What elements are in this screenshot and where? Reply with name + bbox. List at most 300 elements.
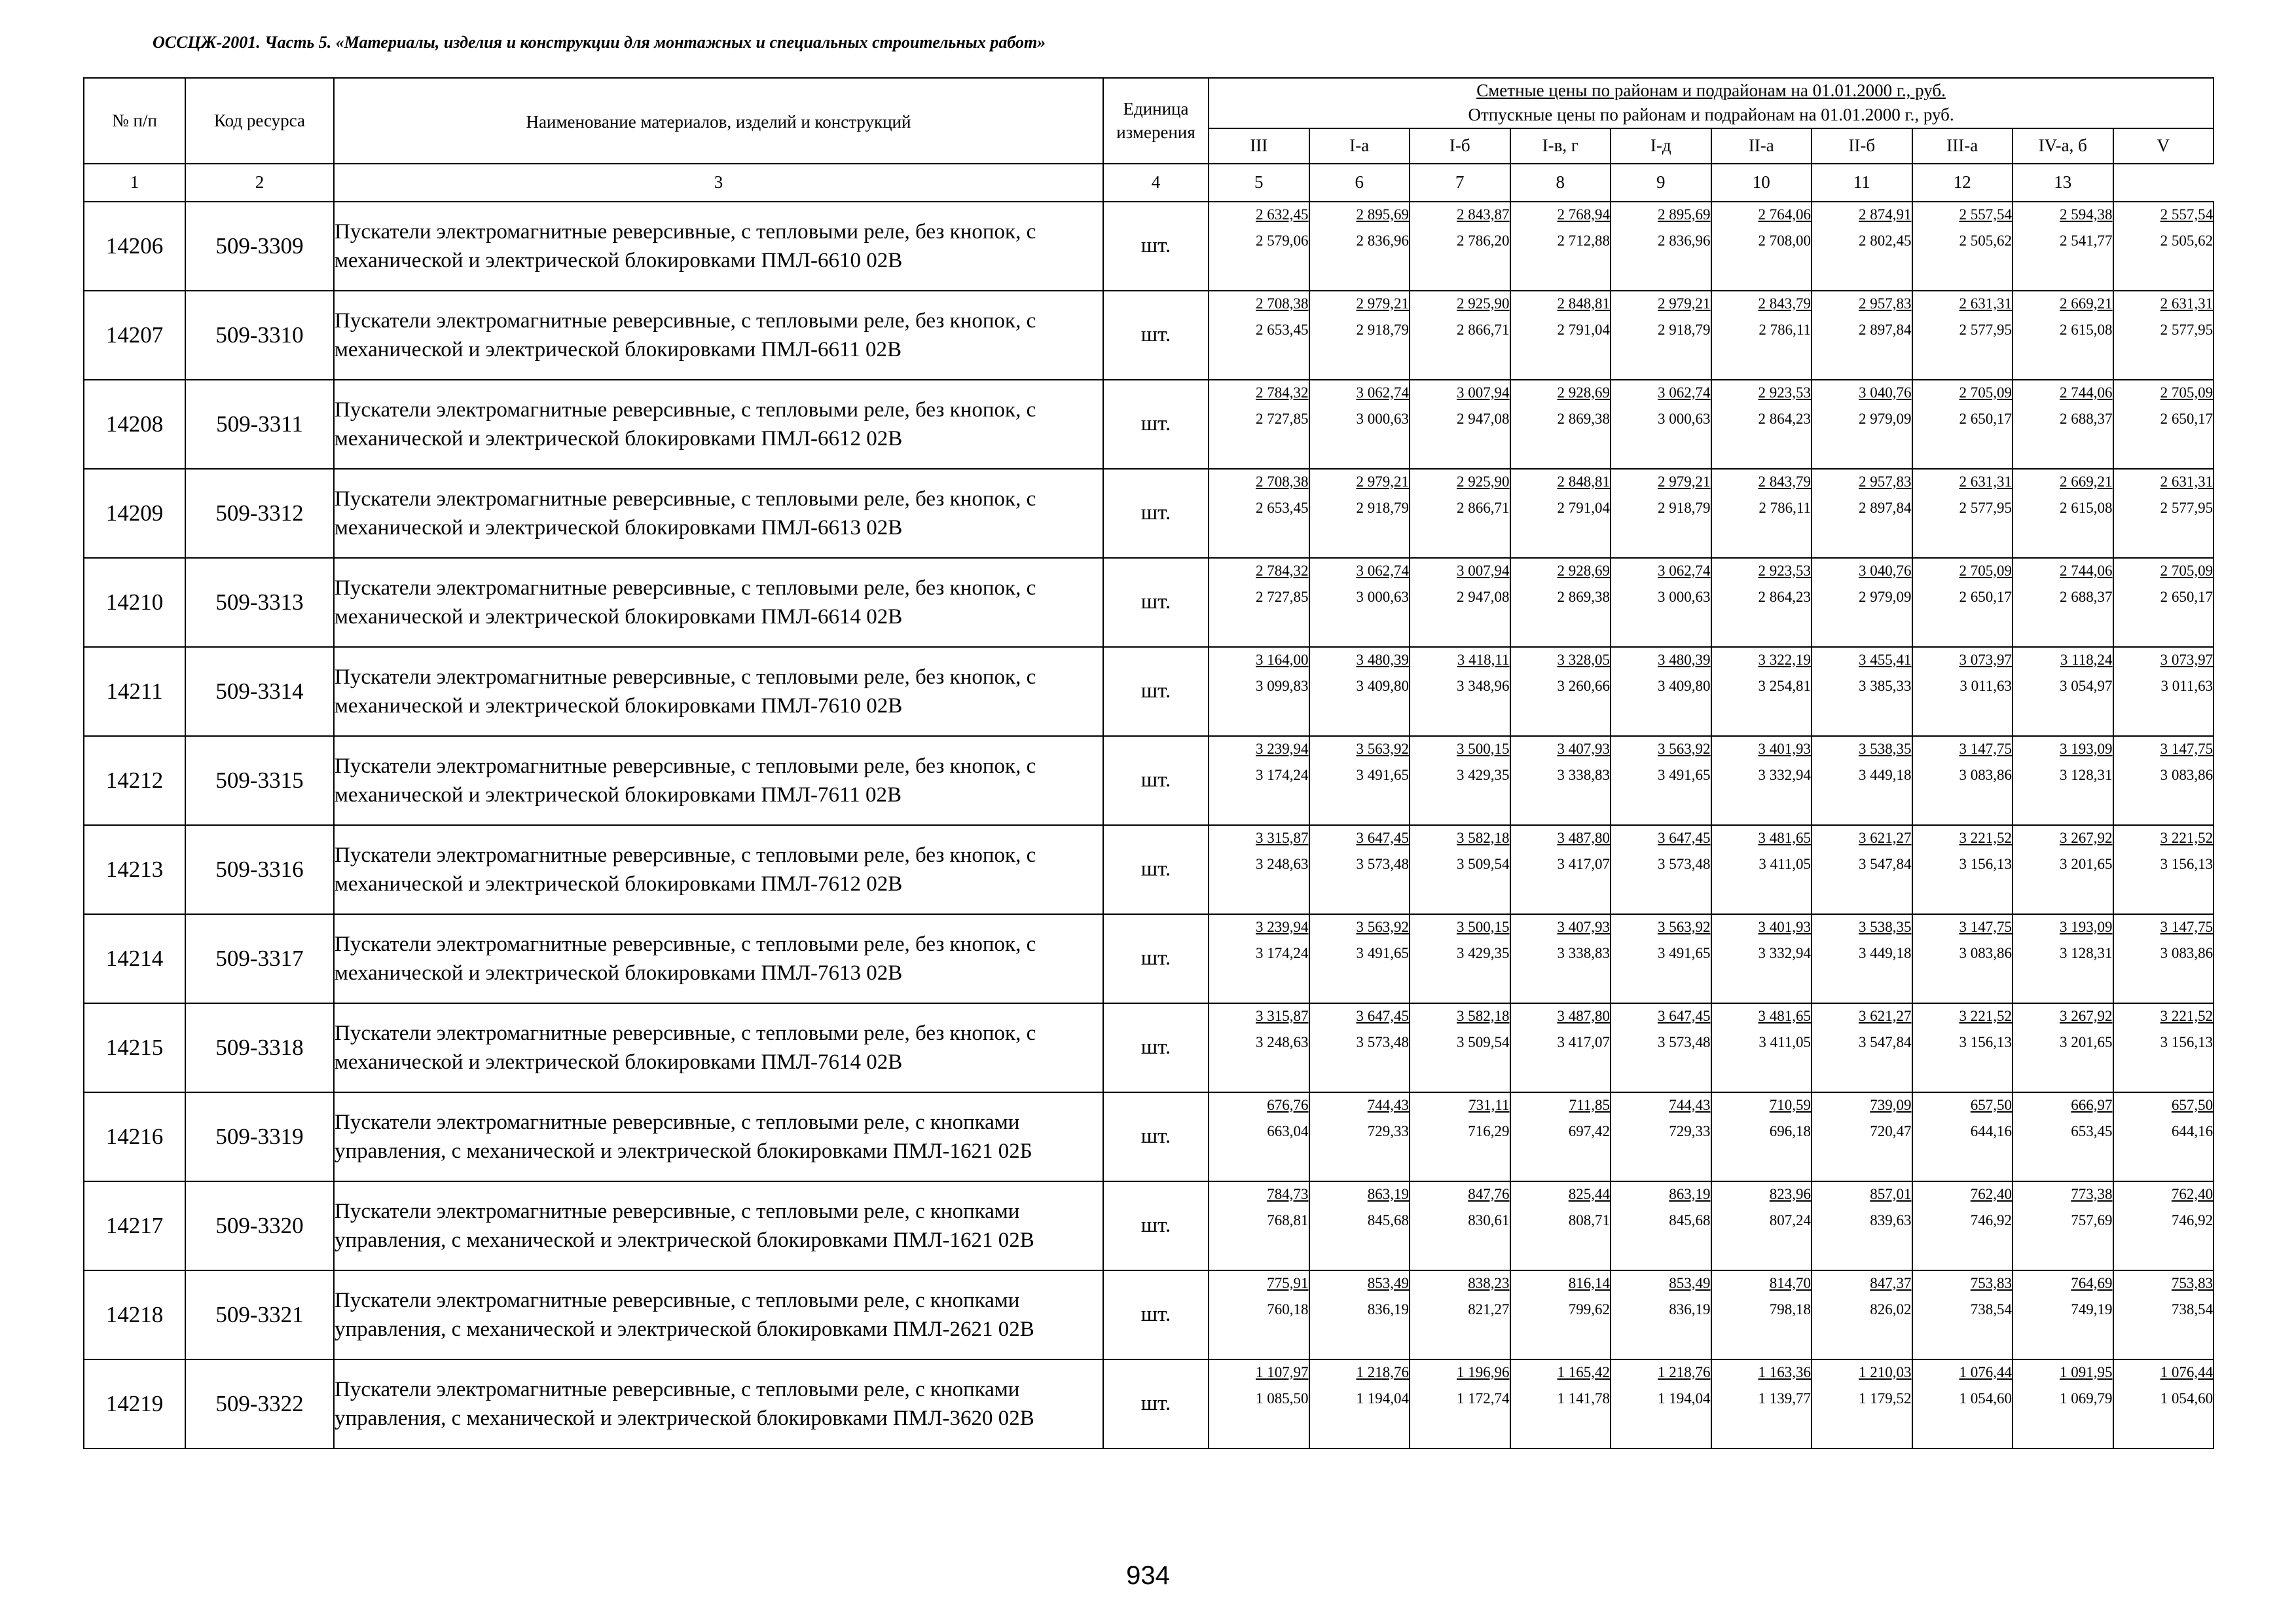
price-cell	[1711, 914, 1812, 1003]
price-cell	[1209, 380, 1309, 469]
estimated-price: 3 563,92	[1356, 740, 1409, 757]
unit-of-measure: шт.	[1103, 469, 1209, 558]
estimated-price: 2 768,94	[1557, 206, 1610, 223]
column-number: 9	[1611, 164, 1711, 202]
release-price: 2 979,09	[1859, 588, 1912, 605]
release-price: 2 650,17	[1959, 588, 2012, 605]
price-cell	[1410, 558, 1510, 647]
price-cell	[2113, 825, 2214, 914]
estimated-price: 2 979,21	[1356, 473, 1409, 490]
price-cell	[1611, 1003, 1711, 1092]
estimated-price: 3 647,45	[1658, 1007, 1711, 1024]
item-name-line: Пускатели электромагнитные реверсивные, с тепловыми реле, без кнопок, с	[335, 932, 1036, 956]
release-price: 729,33	[1669, 1122, 1711, 1139]
header-price-estimated: Сметные цены по районам и подрайонам на 01.01.2000 г., руб.	[1476, 81, 1946, 100]
item-name	[334, 291, 1103, 380]
estimated-price: 2 848,81	[1557, 473, 1610, 490]
estimated-price: 2 705,09	[1959, 562, 2012, 579]
release-price: 2 918,79	[1356, 321, 1409, 338]
estimated-price: 816,14	[1568, 1274, 1610, 1291]
release-price: 3 156,13	[1959, 1033, 2012, 1050]
release-price: 2 688,37	[2060, 588, 2113, 605]
price-cell	[1711, 1181, 1812, 1270]
estimated-price: 3 582,18	[1457, 1007, 1510, 1024]
release-price: 3 174,24	[1256, 766, 1309, 783]
price-cell	[2013, 1003, 2113, 1092]
estimated-price: 2 631,31	[2160, 295, 2214, 312]
estimated-price: 2 848,81	[1557, 295, 1610, 312]
price-cell	[2013, 1092, 2113, 1181]
price-cell	[1510, 825, 1611, 914]
estimated-price: 2 557,54	[1959, 206, 2012, 223]
header-region: II-а	[1711, 128, 1812, 164]
estimated-price: 2 744,06	[2060, 562, 2113, 579]
estimated-price: 3 500,15	[1457, 918, 1510, 935]
price-cell	[1410, 202, 1510, 291]
price-cell	[2113, 291, 2214, 380]
release-price: 3 128,31	[2060, 766, 2113, 783]
release-price: 3 000,63	[1658, 588, 1711, 605]
release-price: 716,29	[1468, 1122, 1510, 1139]
release-price: 3 547,84	[1859, 1033, 1912, 1050]
unit-of-measure: шт.	[1103, 825, 1209, 914]
item-name-line: механической и электрической блокировками ПМЛ-6610 02В	[335, 248, 903, 272]
price-cell	[1209, 558, 1309, 647]
estimated-price: 676,76	[1267, 1096, 1309, 1113]
item-name-line: Пускатели электромагнитные реверсивные, с тепловыми реле, без кнопок, с	[335, 576, 1036, 600]
release-price: 2 650,17	[2160, 410, 2214, 427]
row-number: 14219	[84, 1359, 185, 1449]
item-name-line: Пускатели электромагнитные реверсивные, с тепловыми реле, с кнопками	[335, 1377, 1020, 1401]
release-price: 830,61	[1468, 1211, 1510, 1228]
release-price: 3 011,63	[1959, 677, 2012, 694]
release-price: 3 491,65	[1658, 766, 1711, 783]
price-cell	[1510, 1092, 1611, 1181]
estimated-price: 2 631,31	[2160, 473, 2214, 490]
price-cell	[1309, 825, 1410, 914]
price-cell	[1510, 1181, 1611, 1270]
estimated-price: 863,19	[1367, 1185, 1409, 1202]
estimated-price: 3 315,87	[1256, 829, 1309, 846]
price-cell	[1209, 291, 1309, 380]
estimated-price: 3 267,92	[2060, 1007, 2113, 1024]
price-cell	[1209, 1003, 1309, 1092]
price-cell	[1309, 558, 1410, 647]
release-price: 1 139,77	[1758, 1390, 1811, 1407]
release-price: 2 918,79	[1658, 499, 1711, 516]
item-name	[334, 1359, 1103, 1449]
price-cell	[2013, 736, 2113, 825]
release-price: 3 254,81	[1758, 677, 1811, 694]
release-price: 2 688,37	[2060, 410, 2113, 427]
estimated-price: 1 165,42	[1557, 1363, 1610, 1380]
release-price: 2 727,85	[1256, 588, 1309, 605]
price-cell	[1309, 380, 1410, 469]
item-name	[334, 1003, 1103, 1092]
item-name-line: Пускатели электромагнитные реверсивные, с тепловыми реле, без кнопок, с	[335, 219, 1036, 244]
estimated-price: 3 239,94	[1256, 740, 1309, 757]
estimated-price: 863,19	[1669, 1185, 1711, 1202]
price-cell	[1912, 825, 2013, 914]
estimated-price: 3 480,39	[1356, 651, 1409, 668]
item-name	[334, 202, 1103, 291]
price-cell	[1812, 647, 1912, 736]
release-price: 3 201,65	[2060, 855, 2113, 872]
item-name-line: управления, с механической и электрической блокировками ПМЛ-3620 02В	[335, 1406, 1034, 1430]
release-price: 2 786,11	[1758, 499, 1811, 516]
price-cell	[1812, 1003, 1912, 1092]
price-cell	[1209, 1270, 1309, 1359]
estimated-price: 2 895,69	[1356, 206, 1409, 223]
price-cell	[1209, 1359, 1309, 1449]
row-number: 14213	[84, 825, 185, 914]
estimated-price: 3 315,87	[1256, 1007, 1309, 1024]
resource-code: 509-3316	[185, 825, 334, 914]
price-cell	[2113, 736, 2214, 825]
release-price: 760,18	[1267, 1301, 1309, 1318]
price-cell	[1711, 291, 1812, 380]
price-cell	[1510, 380, 1611, 469]
resource-code: 509-3319	[185, 1092, 334, 1181]
release-price: 3 011,63	[2160, 677, 2214, 694]
estimated-price: 2 708,38	[1256, 473, 1309, 490]
item-name-line: управления, с механической и электрической блокировками ПМЛ-1621 02В	[335, 1228, 1034, 1252]
estimated-price: 3 500,15	[1457, 740, 1510, 757]
price-cell	[1912, 1003, 2013, 1092]
estimated-price: 1 076,44	[1959, 1363, 2012, 1380]
price-cell	[2113, 1092, 2214, 1181]
price-cell	[2013, 469, 2113, 558]
release-price: 749,19	[2071, 1301, 2113, 1318]
price-cell	[1611, 1181, 1711, 1270]
estimated-price: 657,50	[2171, 1096, 2214, 1113]
price-cell	[2113, 380, 2214, 469]
release-price: 746,92	[2171, 1211, 2214, 1228]
price-cell	[1812, 558, 1912, 647]
release-price: 3 156,13	[2160, 855, 2214, 872]
estimated-price: 3 007,94	[1457, 384, 1510, 401]
item-name-line: Пускатели электромагнитные реверсивные, с тепловыми реле, с кнопками	[335, 1110, 1020, 1134]
price-cell	[1611, 1270, 1711, 1359]
header-num: № п/п	[84, 78, 185, 164]
price-cell	[1209, 736, 1309, 825]
release-price: 3 332,94	[1758, 766, 1811, 783]
price-cell	[1510, 1003, 1611, 1092]
item-name-line: Пускатели электромагнитные реверсивные, с тепловыми реле, без кнопок, с	[335, 308, 1036, 333]
release-price: 2 579,06	[1256, 232, 1309, 249]
release-price: 3 429,35	[1457, 766, 1510, 783]
estimated-price: 784,73	[1267, 1185, 1309, 1202]
estimated-price: 3 062,74	[1356, 562, 1409, 579]
estimated-price: 753,83	[1970, 1274, 2012, 1291]
table-row	[84, 1359, 2214, 1449]
estimated-price: 2 764,06	[1758, 206, 1811, 223]
release-price: 826,02	[1870, 1301, 1912, 1318]
release-price: 3 411,05	[1758, 1033, 1811, 1050]
release-price: 3 417,07	[1557, 855, 1610, 872]
estimated-price: 3 487,80	[1557, 1007, 1610, 1024]
item-name	[334, 1270, 1103, 1359]
release-price: 1 179,52	[1859, 1390, 1912, 1407]
estimated-price: 2 928,69	[1557, 562, 1610, 579]
estimated-price: 2 705,09	[2160, 562, 2214, 579]
header-price-release: Отпускные цены по районам и подрайонам на 01.01.2000 г., руб.	[1468, 105, 1954, 125]
price-cell	[1812, 469, 1912, 558]
estimated-price: 2 923,53	[1758, 562, 1811, 579]
release-price: 807,24	[1769, 1211, 1811, 1228]
release-price: 757,69	[2071, 1211, 2113, 1228]
price-cell	[1812, 202, 1912, 291]
price-cell	[1209, 202, 1309, 291]
estimated-price: 3 221,52	[1959, 829, 2012, 846]
row-number: 14215	[84, 1003, 185, 1092]
release-price: 3 411,05	[1758, 855, 1811, 872]
release-price: 3 449,18	[1859, 944, 1912, 961]
running-head: ОССЦЖ-2001. Часть 5. «Материалы, изделия и конструкции для монтажных и специальных строительных работ»	[153, 33, 1046, 52]
price-cell	[1711, 1270, 1812, 1359]
price-cell	[1611, 914, 1711, 1003]
release-price: 746,92	[1970, 1211, 2012, 1228]
estimated-price: 3 322,19	[1758, 651, 1811, 668]
estimated-price: 853,49	[1669, 1274, 1711, 1291]
price-cell	[1209, 1092, 1309, 1181]
estimated-price: 2 631,31	[1959, 473, 2012, 490]
price-cell	[1711, 825, 1812, 914]
price-cell	[1812, 291, 1912, 380]
release-price: 3 409,80	[1658, 677, 1711, 694]
release-price: 845,68	[1367, 1211, 1409, 1228]
release-price: 836,19	[1367, 1301, 1409, 1318]
estimated-price: 3 062,74	[1356, 384, 1409, 401]
price-cell	[1209, 1181, 1309, 1270]
price-cell	[1410, 291, 1510, 380]
release-price: 3 338,83	[1557, 944, 1610, 961]
price-cell	[1309, 1270, 1410, 1359]
release-price: 2 897,84	[1859, 321, 1912, 338]
estimated-price: 3 582,18	[1457, 829, 1510, 846]
release-price: 3 332,94	[1758, 944, 1811, 961]
release-price: 3 573,48	[1356, 1033, 1409, 1050]
release-price: 2 712,88	[1557, 232, 1610, 249]
release-price: 2 505,62	[1959, 232, 2012, 249]
header-region: I-в, г	[1510, 128, 1611, 164]
price-cell	[2113, 1270, 2214, 1359]
item-name-line: механической и электрической блокировками ПМЛ-6614 02В	[335, 604, 903, 629]
release-price: 836,19	[1669, 1301, 1711, 1318]
price-cell	[1410, 1003, 1510, 1092]
estimated-price: 2 979,21	[1658, 295, 1711, 312]
price-cell	[1410, 825, 1510, 914]
price-cell	[1912, 1181, 2013, 1270]
price-cell	[1410, 914, 1510, 1003]
header-region: I-а	[1309, 128, 1410, 164]
price-cell	[1510, 647, 1611, 736]
estimated-price: 2 784,32	[1256, 562, 1309, 579]
release-price: 3 385,33	[1859, 677, 1912, 694]
estimated-price: 1 218,76	[1658, 1363, 1711, 1380]
estimated-price: 773,38	[2071, 1185, 2113, 1202]
price-cell	[2113, 914, 2214, 1003]
price-cell	[1812, 1359, 1912, 1449]
release-price: 2 869,38	[1557, 588, 1610, 605]
table-row	[84, 1092, 2214, 1181]
release-price: 738,54	[2171, 1301, 2214, 1318]
item-name-line: управления, с механической и электрической блокировками ПМЛ-1621 02Б	[335, 1139, 1032, 1163]
estimated-price: 847,76	[1468, 1185, 1510, 1202]
estimated-price: 3 221,52	[2160, 1007, 2214, 1024]
column-number: 5	[1209, 164, 1309, 202]
item-name-line: Пускатели электромагнитные реверсивные, с тепловыми реле, без кнопок, с	[335, 397, 1036, 422]
unit-of-measure: шт.	[1103, 1181, 1209, 1270]
price-cell	[2113, 469, 2214, 558]
row-number: 14209	[84, 469, 185, 558]
estimated-price: 2 744,06	[2060, 384, 2113, 401]
price-cell	[1209, 469, 1309, 558]
estimated-price: 711,85	[1569, 1096, 1610, 1113]
release-price: 2 918,79	[1356, 499, 1409, 516]
table-row	[84, 380, 2214, 469]
release-price: 644,16	[1970, 1122, 2012, 1139]
estimated-price: 744,43	[1367, 1096, 1409, 1113]
release-price: 3 260,66	[1557, 677, 1610, 694]
price-cell	[1309, 1359, 1410, 1449]
estimated-price: 2 923,53	[1758, 384, 1811, 401]
price-cell	[1711, 1092, 1812, 1181]
price-cell	[1912, 914, 2013, 1003]
release-price: 2 866,71	[1457, 321, 1510, 338]
row-number: 14218	[84, 1270, 185, 1359]
release-price: 2 791,04	[1557, 499, 1610, 516]
price-cell	[2113, 1181, 2214, 1270]
release-price: 3 429,35	[1457, 944, 1510, 961]
table-row	[84, 1181, 2214, 1270]
release-price: 720,47	[1870, 1122, 1912, 1139]
price-cell	[1510, 736, 1611, 825]
column-number: 4	[1103, 164, 1209, 202]
item-name-line: Пускатели электромагнитные реверсивные, с тепловыми реле, без кнопок, с	[335, 754, 1036, 778]
release-price: 3 083,86	[2160, 766, 2214, 783]
price-cell	[1611, 825, 1711, 914]
release-price: 2 866,71	[1457, 499, 1510, 516]
estimated-price: 2 895,69	[1658, 206, 1711, 223]
item-name	[334, 736, 1103, 825]
estimated-price: 3 147,75	[1959, 740, 2012, 757]
estimated-price: 3 401,93	[1758, 918, 1811, 935]
estimated-price: 3 040,76	[1859, 384, 1912, 401]
item-name	[334, 647, 1103, 736]
estimated-price: 3 407,93	[1557, 740, 1610, 757]
price-cell	[2013, 914, 2113, 1003]
estimated-price: 753,83	[2171, 1274, 2214, 1291]
estimated-price: 823,96	[1769, 1185, 1811, 1202]
release-price: 3 248,63	[1256, 855, 1309, 872]
price-cell	[1611, 558, 1711, 647]
column-number: 1	[84, 164, 185, 202]
row-number: 14210	[84, 558, 185, 647]
estimated-price: 2 669,21	[2060, 295, 2113, 312]
price-cell	[1309, 647, 1410, 736]
estimated-price: 3 621,27	[1859, 829, 1912, 846]
estimated-price: 3 455,41	[1859, 651, 1912, 668]
resource-code: 509-3313	[185, 558, 334, 647]
estimated-price: 2 843,79	[1758, 473, 1811, 490]
estimated-price: 3 221,52	[2160, 829, 2214, 846]
row-number: 14208	[84, 380, 185, 469]
item-name-line: механической и электрической блокировками ПМЛ-6613 02В	[335, 515, 903, 540]
release-price: 3 409,80	[1356, 677, 1409, 694]
unit-of-measure: шт.	[1103, 1003, 1209, 1092]
item-name-line: Пускатели электромагнитные реверсивные, с тепловыми реле, без кнопок, с	[335, 1021, 1036, 1045]
column-number: 13	[2013, 164, 2113, 202]
header-region: IV-а, б	[2013, 128, 2113, 164]
release-price: 2 727,85	[1256, 410, 1309, 427]
release-price: 3 099,83	[1256, 677, 1309, 694]
price-cell	[2113, 1003, 2214, 1092]
release-price: 3 338,83	[1557, 766, 1610, 783]
estimated-price: 2 874,91	[1859, 206, 1912, 223]
price-cell	[1711, 469, 1812, 558]
release-price: 1 054,60	[1959, 1390, 2012, 1407]
price-cell	[1510, 1359, 1611, 1449]
header-region: II-б	[1812, 128, 1912, 164]
header-unit: Единица измерения	[1103, 78, 1209, 164]
release-price: 3 054,97	[2060, 677, 2113, 694]
estimated-price: 847,37	[1870, 1274, 1912, 1291]
release-price: 3 509,54	[1457, 855, 1510, 872]
estimated-price: 3 481,65	[1758, 829, 1811, 846]
column-number: 10	[1711, 164, 1812, 202]
estimated-price: 1 107,97	[1256, 1363, 1309, 1380]
estimated-price: 2 925,90	[1457, 473, 1510, 490]
price-cell	[1410, 1359, 1510, 1449]
price-cell	[1410, 1270, 1510, 1359]
release-price: 2 786,20	[1457, 232, 1510, 249]
header-region: I-б	[1410, 128, 1510, 164]
row-number: 14217	[84, 1181, 185, 1270]
estimated-price: 3 481,65	[1758, 1007, 1811, 1024]
estimated-price: 739,09	[1870, 1096, 1912, 1113]
estimated-price: 3 267,92	[2060, 829, 2113, 846]
release-price: 697,42	[1568, 1122, 1610, 1139]
release-price: 2 708,00	[1758, 232, 1811, 249]
estimated-price: 1 076,44	[2160, 1363, 2214, 1380]
release-price: 2 650,17	[1959, 410, 2012, 427]
estimated-price: 762,40	[1970, 1185, 2012, 1202]
price-cell	[1611, 469, 1711, 558]
item-name-line: механической и электрической блокировками ПМЛ-7614 02В	[335, 1050, 903, 1074]
price-cell	[1912, 736, 2013, 825]
estimated-price: 3 563,92	[1658, 740, 1711, 757]
column-number: 6	[1309, 164, 1410, 202]
release-price: 2 541,77	[2060, 232, 2113, 249]
price-cell	[1309, 291, 1410, 380]
release-price: 2 577,95	[2160, 499, 2214, 516]
price-cell	[1410, 380, 1510, 469]
price-cell	[1611, 291, 1711, 380]
price-cell	[1209, 647, 1309, 736]
estimated-price: 3 480,39	[1658, 651, 1711, 668]
estimated-price: 2 594,38	[2060, 206, 2113, 223]
estimated-price: 775,91	[1267, 1274, 1309, 1291]
estimated-price: 814,70	[1769, 1274, 1811, 1291]
item-name-line: механической и электрической блокировками ПМЛ-7610 02В	[335, 693, 903, 718]
unit-of-measure: шт.	[1103, 1270, 1209, 1359]
estimated-price: 3 407,93	[1557, 918, 1610, 935]
resource-code: 509-3317	[185, 914, 334, 1003]
row-number: 14216	[84, 1092, 185, 1181]
item-name	[334, 1092, 1103, 1181]
estimated-price: 3 221,52	[1959, 1007, 2012, 1024]
